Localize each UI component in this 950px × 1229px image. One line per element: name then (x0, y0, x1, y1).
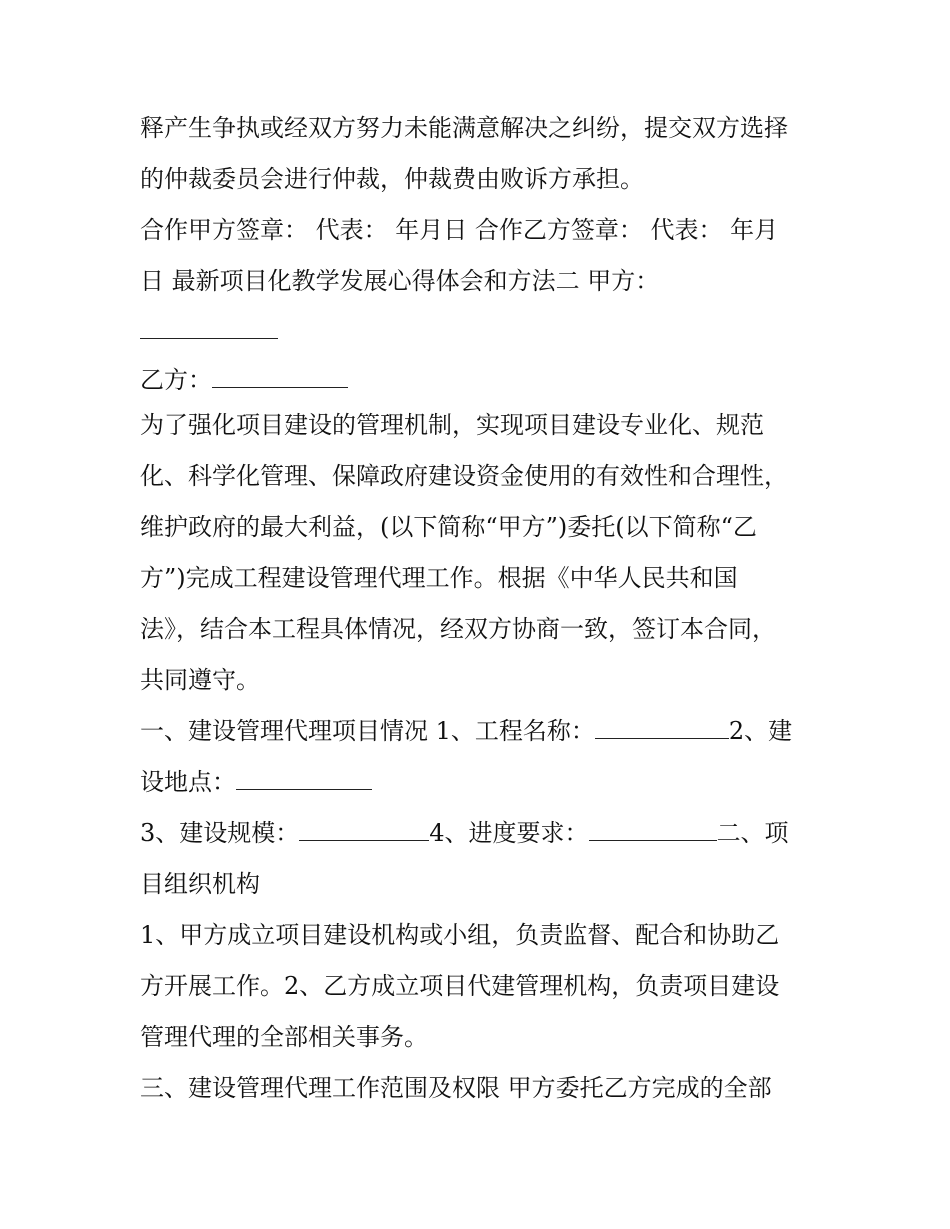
site-label: 设地点： (140, 768, 236, 796)
schedule-label: 4、进度要求： (429, 819, 589, 847)
fill-in-blank (595, 716, 729, 739)
party-b-label: 乙方： (140, 366, 212, 394)
fill-in-blank (140, 316, 278, 339)
text-line: 维护政府的最大利益，(以下简称“甲方”)委托(以下简称“乙 (140, 513, 757, 541)
blank-line-party-a (140, 316, 278, 346)
fill-in-blank (212, 365, 348, 388)
text-line: 为了强化项目建设的管理机制，实现项目建设专业化、规范 (140, 411, 764, 439)
text-line (140, 716, 792, 746)
text-line: 法》，结合本工程具体情况，经双方协商一致，签订本合同， (140, 615, 776, 643)
text-line: 日 最新项目化教学发展心得体会和方法二 甲方： (140, 267, 660, 295)
text-line (140, 365, 348, 395)
site-label-start: 2、建 (728, 717, 793, 745)
text-line: 的仲裁委员会进行仲裁，仲裁费由败诉方承担。 (140, 165, 644, 193)
text-line: 方”)完成工程建设管理代理工作。根据《中华人民共和国 (140, 564, 738, 592)
fill-in-blank (299, 818, 429, 841)
text-line: 三、建设管理代理工作范围及权限 甲方委托乙方完成的全部 (140, 1074, 772, 1102)
text-line: 释产生争执或经双方努力未能满意解决之纠纷，提交双方选择 (140, 114, 788, 142)
text-line: 共同遵守。 (140, 666, 260, 694)
section-two-start: 二、项 (716, 819, 789, 847)
text-line: 方开展工作。2、乙方成立项目代建管理机构，负责项目建设 (140, 972, 780, 1000)
scale-label: 3、建设规模： (140, 819, 300, 847)
project-name-label: 一、建设管理代理项目情况 1、工程名称： (140, 717, 595, 745)
text-line: 化、科学化管理、保障政府建设资金使用的有效性和合理性， (140, 462, 788, 490)
text-line: 合作甲方签章： 代表： 年月日 合作乙方签章： 代表： 年月 (140, 216, 779, 244)
text-line: 1、甲方成立项目建设机构或小组，负责监督、配合和协助乙 (140, 921, 780, 949)
text-line (140, 818, 789, 848)
fill-in-blank (589, 818, 717, 841)
text-line: 目组织机构 (140, 870, 260, 898)
text-line (140, 767, 372, 797)
text-line: 管理代理的全部相关事务。 (140, 1023, 428, 1051)
fill-in-blank (236, 767, 372, 790)
